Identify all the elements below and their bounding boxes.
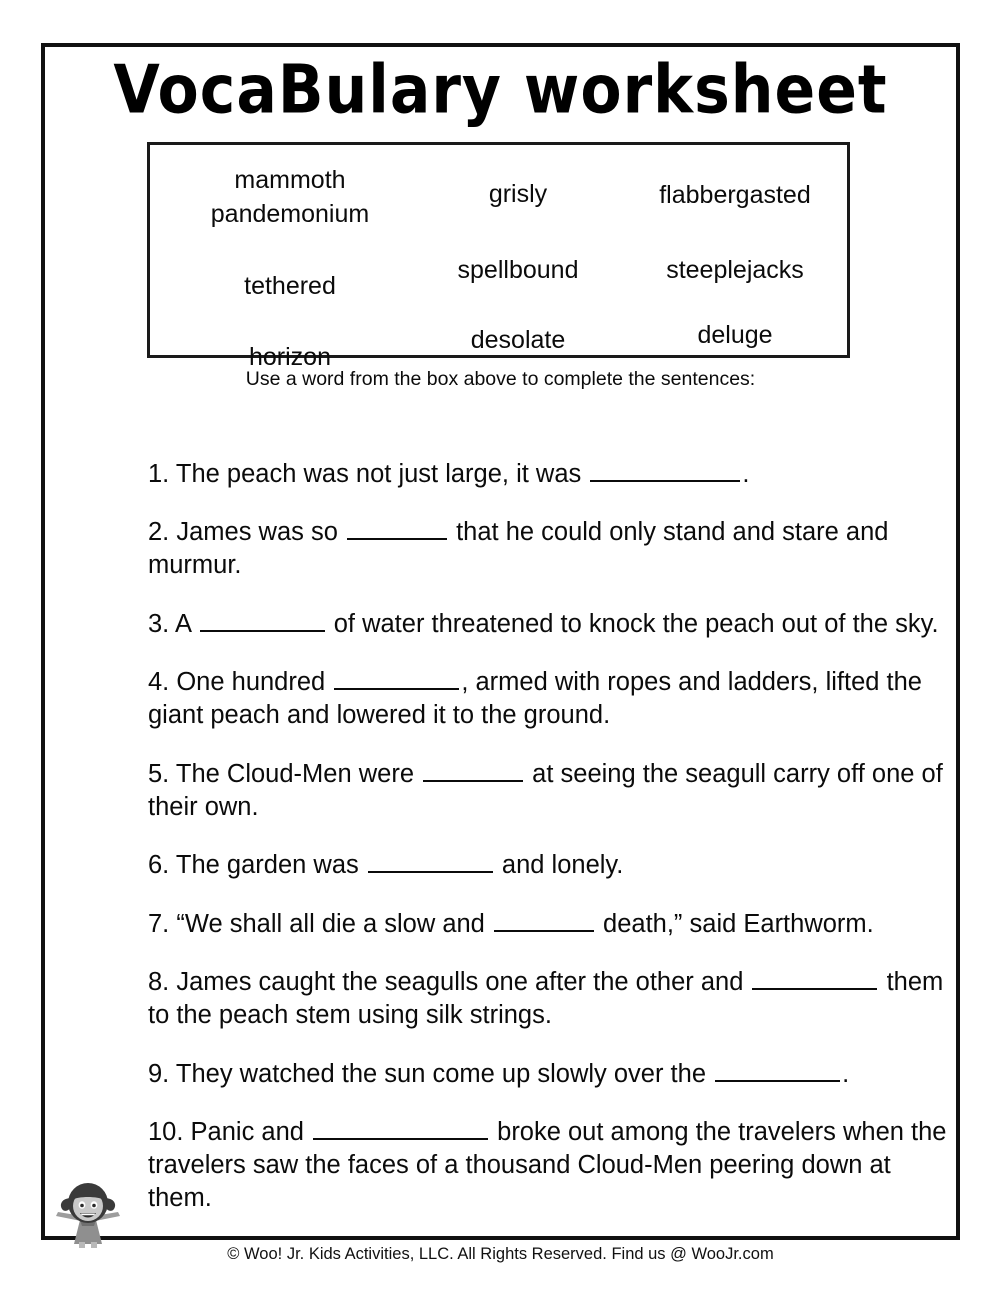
sentence-text: broke out among the travelers when the travelers saw the faces of a thousand Cloud-Men peering down at them. (148, 1118, 947, 1212)
sentence-text: that he could only stand and stare and murmur. (148, 518, 889, 579)
sentence-text: 10. Panic and (148, 1118, 312, 1146)
sentence-text: 4. One hundred (148, 668, 333, 696)
answer-blank[interactable] (313, 1117, 488, 1140)
sentence-item (148, 966, 948, 1032)
sentence-item (148, 666, 948, 732)
answer-blank[interactable] (368, 850, 493, 873)
answer-blank[interactable] (752, 967, 877, 990)
word-bank-word: steeplejacks (666, 256, 804, 284)
sentence-item (148, 516, 948, 582)
answer-blank[interactable] (334, 667, 459, 690)
page-title: VocaBulary worksheet (113, 50, 888, 130)
answer-blank[interactable] (715, 1059, 840, 1082)
sentence-item (148, 758, 948, 824)
sentence-text: 7. “We shall all die a slow and (148, 909, 492, 938)
answer-blank[interactable] (347, 517, 447, 540)
word-bank-word: pandemonium (210, 200, 370, 228)
sentence-item (148, 1058, 948, 1091)
sentence-text: 9. They watched the sun come up slowly over the (148, 1059, 714, 1088)
answer-blank[interactable] (494, 909, 594, 932)
sentence-text: them to the peach stem using silk strings. (148, 968, 944, 1029)
sentence-text: at seeing the seagull carry off one of their own. (148, 759, 943, 821)
sentence-item (148, 849, 948, 882)
word-bank-box (147, 142, 850, 371)
word-bank-column-1 (170, 163, 410, 374)
answer-blank[interactable] (590, 459, 740, 482)
sentence-text: 3. A (148, 609, 198, 638)
sentence-text: and lonely. (494, 851, 624, 879)
sentence-item (148, 608, 948, 641)
sentence-text: , armed with ropes and ladders, lifted the giant peach and lowered it to the ground. (148, 668, 922, 729)
word-bank-word: grisly (488, 180, 548, 208)
word-bank-word: desolate (470, 326, 566, 354)
sentence-text: 8. James caught the seagulls one after the other and (148, 968, 751, 996)
sentence-item (148, 1116, 948, 1215)
word-bank-column-2 (418, 163, 618, 357)
sentence-list (148, 432, 948, 1238)
sentence-text: 5. The Cloud-Men were (148, 759, 422, 788)
girl-mascot-icon (52, 1176, 124, 1248)
sentence-text: . (742, 459, 750, 488)
instruction-text: Use a word from the box above to complete the sentences: (245, 368, 756, 390)
word-bank-column-3 (630, 163, 840, 352)
footer-copyright: © Woo! Jr. Kids Activities, LLC. All Rights Reserved. Find us @ WooJr.com (227, 1245, 774, 1263)
word-bank-word: horizon (249, 343, 331, 371)
sentence-item (148, 458, 948, 491)
sentence-text: 2. James was so (148, 518, 345, 546)
word-bank-word: mammoth (234, 166, 346, 194)
word-bank-word: deluge (697, 321, 773, 349)
word-bank-word: tethered (244, 272, 336, 300)
answer-blank[interactable] (200, 609, 325, 632)
sentence-item (148, 908, 948, 941)
answer-blank[interactable] (423, 759, 523, 782)
word-bank-word: spellbound (457, 256, 579, 284)
sentence-text: . (842, 1059, 850, 1088)
sentence-text: of water threatened to knock the peach out of the sky. (326, 609, 939, 638)
sentence-text: 6. The garden was (148, 851, 366, 879)
sentence-text: death,” said Earthworm. (595, 909, 874, 938)
sentence-text: 1. The peach was not just large, it was (148, 459, 589, 488)
word-bank-word: flabbergasted (659, 181, 811, 209)
